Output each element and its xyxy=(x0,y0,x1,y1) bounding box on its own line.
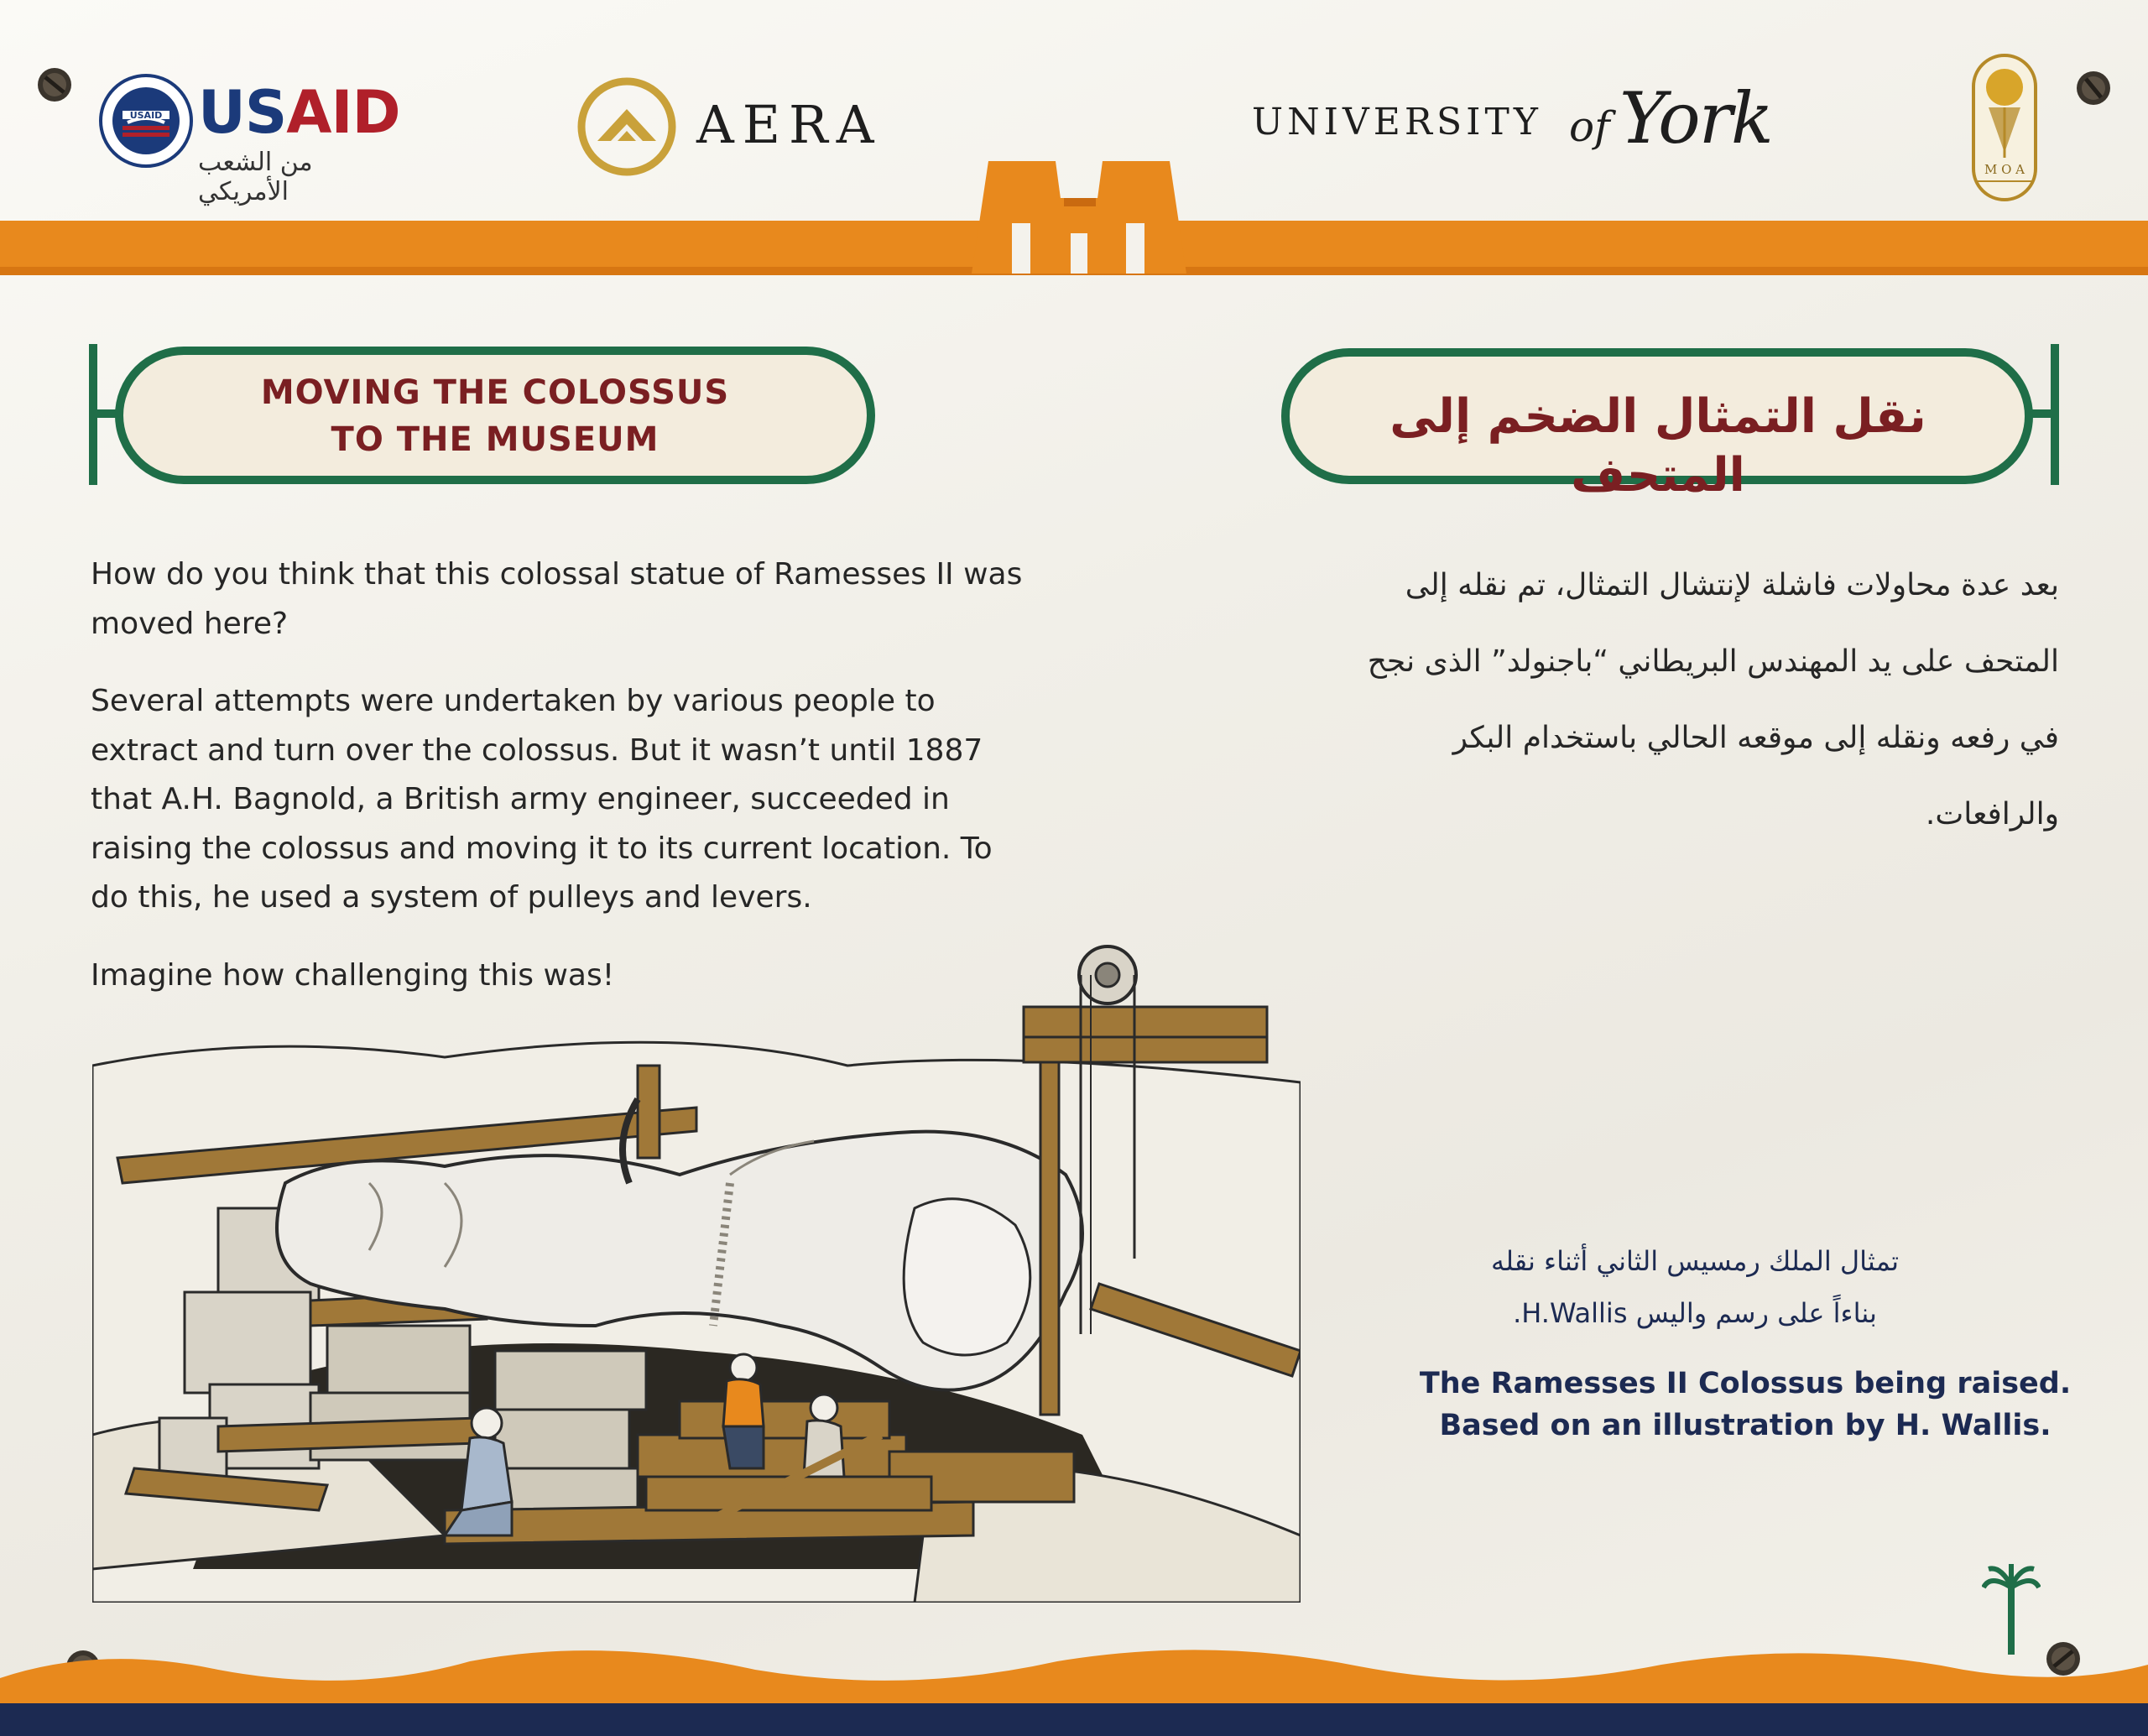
english-title-line1: MOVING THE COLOSSUS xyxy=(260,373,730,412)
svg-text:USAID: USAID xyxy=(129,110,163,121)
colossus-raising-illustration xyxy=(92,931,1301,1603)
moa-letters xyxy=(1973,158,2036,180)
english-title xyxy=(134,369,856,470)
bottom-desert-band xyxy=(0,1628,2148,1736)
usaid-aid-text: AID xyxy=(286,78,400,147)
york-york-text: York xyxy=(1619,77,1772,159)
arabic-title-cartouche xyxy=(1280,344,2064,503)
usaid-logo xyxy=(99,74,418,206)
english-closing-line: Imagine how challenging this was! xyxy=(91,957,615,993)
caption-arabic-line2: بناءاً على رسم واليس H.Wallis. xyxy=(1513,1297,1877,1329)
temple-pylons-icon xyxy=(953,159,1205,277)
usaid-seal-text xyxy=(126,107,166,123)
arabic-title: نقل التمثال الضخم إلى المتحف xyxy=(1389,389,1926,503)
caption-arabic-line1: تمثال الملك رمسيس الثاني أثناء نقله xyxy=(1491,1245,1899,1277)
aera-pyramid-icon xyxy=(577,77,676,176)
york-university-text: UNIVERSITY xyxy=(1252,101,1542,143)
svg-text:M O A: M O A xyxy=(1984,162,2025,177)
screw-icon xyxy=(35,65,74,104)
york-of-text: of xyxy=(1569,102,1610,151)
usaid-wordmark xyxy=(198,79,400,146)
english-title-cartouche xyxy=(84,344,881,495)
arabic-body: بعد عدة محاولات فاشلة لإنتشال التمثال، تم نقله إلى المتحف على يد المهندس البريطاني “باجنولد” الذى نجح في رفعه ونقله إلى موقعه الحالي باستخدام البكر والرافعات. xyxy=(1367,568,2059,832)
aera-logo xyxy=(577,77,930,178)
caption-arabic xyxy=(1426,1235,1963,1339)
university-of-york-logo xyxy=(1252,77,1789,178)
screw-icon xyxy=(2074,69,2113,107)
english-history-paragraph: Several attempts were undertaken by various people to extract and turn over the colossus. But it wasn’t until 1887 that A.H. Bagnold, a British army engineer, succeeded in raising the colossus and moving it to its current location. To do this, he used a system of pulleys and levers. xyxy=(91,684,993,915)
moa-logo xyxy=(1967,52,2042,203)
caption-english xyxy=(1418,1363,2072,1447)
usaid-tagline: من الشعب الأمريكي xyxy=(198,148,313,206)
caption-english-line2: Based on an illustration by H. Wallis. xyxy=(1439,1409,2052,1442)
usaid-us-text: US xyxy=(198,78,287,147)
english-title-line2: TO THE MUSEUM xyxy=(331,420,660,459)
aera-wordmark: AERA xyxy=(696,94,883,155)
moa-cartouche-icon xyxy=(1967,52,2042,203)
english-question: How do you think that this colossal statue of Ramesses II was moved here? xyxy=(91,557,1023,641)
caption-english-line1: The Ramesses II Colossus being raised. xyxy=(1419,1367,2072,1400)
